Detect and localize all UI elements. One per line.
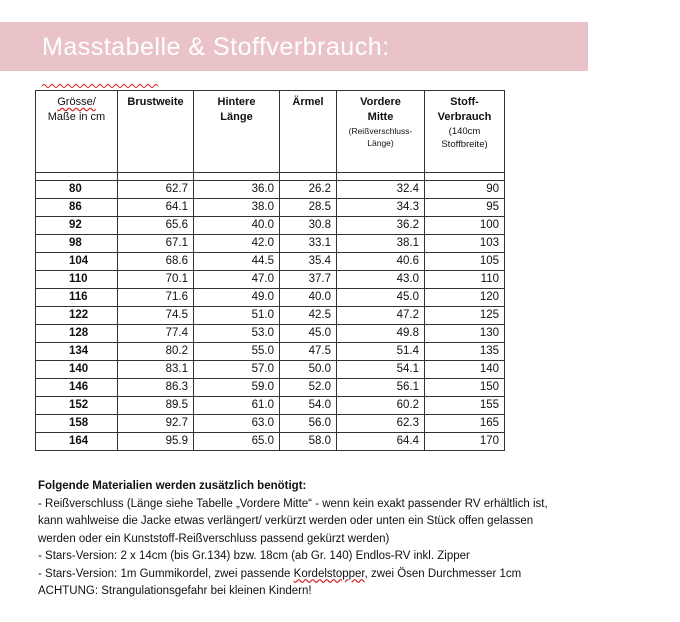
table-header-row	[36, 91, 505, 173]
cell-back: 47.0	[194, 271, 280, 289]
cell-sleeve: 40.0	[280, 289, 337, 307]
header-size-line1: Grösse/	[57, 96, 96, 108]
cell-chest: 86.3	[118, 379, 194, 397]
notes-line-5-start: - Stars-Version: 1m Gummikordel, zwei passende	[38, 567, 294, 580]
table-row	[36, 289, 505, 307]
cell-sleeve: 35.4	[280, 253, 337, 271]
cell-fabric: 165	[425, 415, 505, 433]
cell-front: 34.3	[337, 199, 425, 217]
cell-front: 47.2	[337, 307, 425, 325]
size-chart-table	[35, 90, 505, 451]
cell-back: 53.0	[194, 325, 280, 343]
cell-sleeve: 54.0	[280, 397, 337, 415]
cell-size: 92	[36, 217, 118, 235]
header-fabric-note2: Stoffbreite)	[441, 139, 488, 150]
cell-chest: 64.1	[118, 199, 194, 217]
cell-back: 55.0	[194, 343, 280, 361]
cell-sleeve: 30.8	[280, 217, 337, 235]
cell-back: 44.5	[194, 253, 280, 271]
cell-back: 63.0	[194, 415, 280, 433]
cell-front: 56.1	[337, 379, 425, 397]
cell-front: 38.1	[337, 235, 425, 253]
page-title: Masstabelle & Stoffverbrauch:	[42, 33, 390, 61]
header-sleeve-label: Ärmel	[292, 96, 324, 108]
table-row	[36, 235, 505, 253]
table-row	[36, 217, 505, 235]
notes-line-4: - Stars-Version: 2 x 14cm (bis Gr.134) bzw. 18cm (ab Gr. 140) Endlos-RV inkl. Zipper	[38, 550, 470, 562]
table-row	[36, 271, 505, 289]
cell-fabric: 103	[425, 235, 505, 253]
header-fabric-line1: Stoff-	[450, 96, 479, 108]
notes-line-6: ACHTUNG: Strangulationsgefahr bei kleinen Kindern!	[38, 585, 312, 597]
materials-notes	[38, 478, 670, 601]
cell-size: 122	[36, 307, 118, 325]
cell-size: 164	[36, 433, 118, 451]
header-front-center	[337, 91, 425, 173]
cell-front: 36.2	[337, 217, 425, 235]
cell-fabric: 95	[425, 199, 505, 217]
cell-chest: 65.6	[118, 217, 194, 235]
cell-back: 61.0	[194, 397, 280, 415]
cell-fabric: 120	[425, 289, 505, 307]
cell-chest: 83.1	[118, 361, 194, 379]
cell-sleeve: 33.1	[280, 235, 337, 253]
cell-front: 49.8	[337, 325, 425, 343]
cell-sleeve: 47.5	[280, 343, 337, 361]
cell-back: 49.0	[194, 289, 280, 307]
notes-line-3: werden oder ein Kunststoff-Reißverschluss passend gekürzt werden)	[38, 532, 390, 545]
table-row	[36, 181, 505, 199]
header-front-note1: (Reißverschluss-	[348, 126, 413, 136]
cell-back: 65.0	[194, 433, 280, 451]
cell-size: 98	[36, 235, 118, 253]
cell-front: 32.4	[337, 181, 425, 199]
table-row	[36, 307, 505, 325]
cell-sleeve: 52.0	[280, 379, 337, 397]
cell-sleeve: 42.5	[280, 307, 337, 325]
cell-size: 116	[36, 289, 118, 307]
cell-size: 110	[36, 271, 118, 289]
cell-back: 40.0	[194, 217, 280, 235]
cell-back: 42.0	[194, 235, 280, 253]
cell-back: 36.0	[194, 181, 280, 199]
cell-fabric: 90	[425, 181, 505, 199]
cell-size: 146	[36, 379, 118, 397]
cell-fabric: 100	[425, 217, 505, 235]
cell-fabric: 155	[425, 397, 505, 415]
cell-back: 59.0	[194, 379, 280, 397]
cell-sleeve: 45.0	[280, 325, 337, 343]
header-back-line2: Länge	[220, 111, 253, 123]
cell-chest: 67.1	[118, 235, 194, 253]
cell-sleeve: 26.2	[280, 181, 337, 199]
table-spacer-row	[36, 173, 505, 181]
cell-front: 60.2	[337, 397, 425, 415]
cell-front: 54.1	[337, 361, 425, 379]
cell-chest: 92.7	[118, 415, 194, 433]
cell-size: 158	[36, 415, 118, 433]
notes-line-2: kann wahlweise die Jacke etwas verlängert/ verkürzt werden oder unten ein Stück offen gelassen	[38, 515, 534, 527]
cell-sleeve: 28.5	[280, 199, 337, 217]
notes-line-5-end: , zwei Ösen Durchmesser 1cm	[364, 567, 522, 580]
cell-size: 86	[36, 199, 118, 217]
header-back-line1: Hintere	[217, 96, 256, 108]
header-chest	[118, 91, 194, 173]
header-front-line1: Vordere	[360, 96, 401, 108]
cell-front: 40.6	[337, 253, 425, 271]
cell-sleeve: 56.0	[280, 415, 337, 433]
cell-size: 140	[36, 361, 118, 379]
cell-size: 152	[36, 397, 118, 415]
cell-fabric: 105	[425, 253, 505, 271]
cell-chest: 89.5	[118, 397, 194, 415]
cell-fabric: 130	[425, 325, 505, 343]
cell-fabric: 125	[425, 307, 505, 325]
cell-chest: 71.6	[118, 289, 194, 307]
spellcheck-underline	[42, 83, 160, 89]
cell-sleeve: 58.0	[280, 433, 337, 451]
cell-chest: 77.4	[118, 325, 194, 343]
cell-fabric: 140	[425, 361, 505, 379]
title-banner	[0, 22, 588, 71]
table-row	[36, 199, 505, 217]
cell-back: 51.0	[194, 307, 280, 325]
table-row	[36, 343, 505, 361]
cell-size: 80	[36, 181, 118, 199]
table-row	[36, 433, 505, 451]
cell-front: 62.3	[337, 415, 425, 433]
cell-chest: 68.6	[118, 253, 194, 271]
header-size	[36, 91, 118, 173]
table-row	[36, 397, 505, 415]
cell-front: 51.4	[337, 343, 425, 361]
header-size-line2: Maße in cm	[47, 111, 106, 123]
cell-chest: 95.9	[118, 433, 194, 451]
table-row	[36, 361, 505, 379]
cell-front: 43.0	[337, 271, 425, 289]
cell-chest: 80.2	[118, 343, 194, 361]
table-row	[36, 415, 505, 433]
table-row	[36, 379, 505, 397]
cell-chest: 62.7	[118, 181, 194, 199]
header-fabric	[425, 91, 505, 173]
table-row	[36, 325, 505, 343]
cell-chest: 74.5	[118, 307, 194, 325]
cell-back: 38.0	[194, 199, 280, 217]
cell-fabric: 110	[425, 271, 505, 289]
cell-fabric: 135	[425, 343, 505, 361]
notes-heading: Folgende Materialien werden zusätzlich benötigt:	[38, 480, 307, 492]
notes-line-5-word: Kordelstopper	[293, 567, 365, 580]
cell-size: 134	[36, 343, 118, 361]
cell-back: 57.0	[194, 361, 280, 379]
cell-sleeve: 37.7	[280, 271, 337, 289]
cell-sleeve: 50.0	[280, 361, 337, 379]
cell-front: 45.0	[337, 289, 425, 307]
header-front-line2: Mitte	[367, 111, 394, 123]
cell-front: 64.4	[337, 433, 425, 451]
cell-size: 104	[36, 253, 118, 271]
header-sleeve	[280, 91, 337, 173]
table-row	[36, 253, 505, 271]
notes-line-5	[38, 566, 670, 584]
cell-chest: 70.1	[118, 271, 194, 289]
cell-size: 128	[36, 325, 118, 343]
notes-line-1: - Reißverschluss (Länge siehe Tabelle „Vordere Mitte“ - wenn kein exakt passender RV erhältlich ist,	[38, 497, 548, 510]
header-chest-label: Brustweite	[127, 96, 184, 108]
cell-fabric: 150	[425, 379, 505, 397]
header-front-note2: Länge)	[367, 138, 394, 148]
header-back-length	[194, 91, 280, 173]
table-body	[36, 181, 505, 451]
cell-fabric: 170	[425, 433, 505, 451]
header-fabric-line2: Verbrauch	[437, 111, 492, 123]
header-fabric-note1: (140cm	[448, 126, 481, 137]
